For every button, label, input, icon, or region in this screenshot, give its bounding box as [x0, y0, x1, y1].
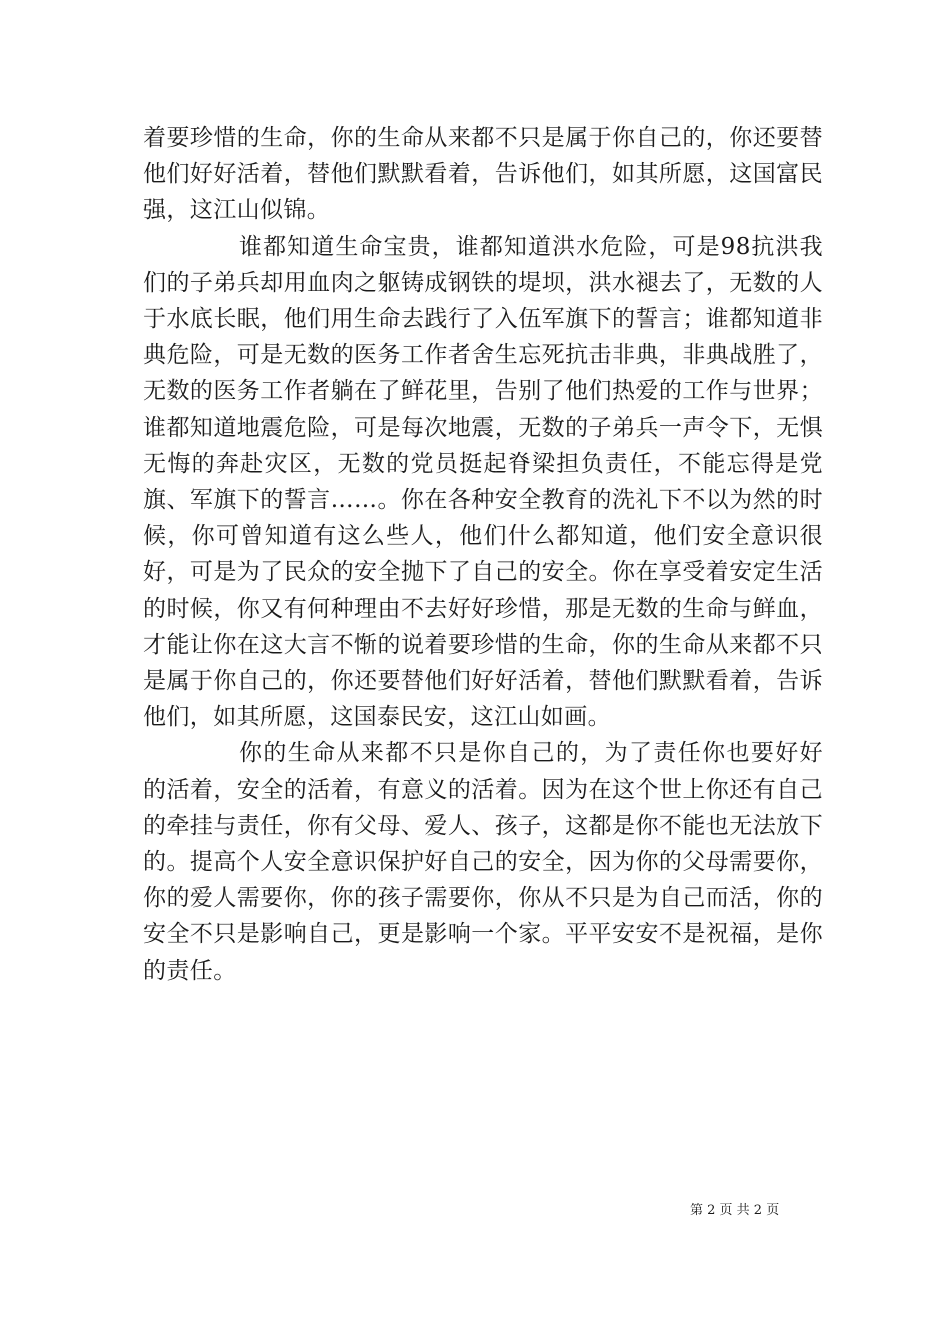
- paragraph: 你的生命从来都不只是你自己的，为了责任你也要好好的活着，安全的活着，有意义的活着。因为在这个世上你还有自己的牵挂与责任，你有父母、爱人、孩子，这都是你不能也无法放下的。提高个人安全意识保护好自己的安全，因为你的父母需要你，你的爱人需要你，你的孩子需要你，你从不只是为自己而活，你的安全不只是影响自己，更是影响一个家。平平安安不是祝福，是你的责任。: [143, 740, 823, 984]
- page-number-footer: 第 2 页 共 2 页: [690, 1203, 780, 1218]
- paragraph-continued: 着要珍惜的生命，你的生命从来都不只是属于你自己的，你还要替他们好好活着，替他们默默看着，告诉他们，如其所愿，这国富民强，这江山似锦。: [143, 125, 823, 224]
- document-body: [143, 120, 823, 989]
- paragraph: 谁都知道生命宝贵，谁都知道洪水危险，可是98抗洪我们的子弟兵却用血肉之躯铸成钢铁的堤坝，洪水褪去了，无数的人于水底长眠，他们用生命去践行了入伍军旗下的誓言；谁都知道非典危险，可是无数的医务工作者舍生忘死抗击非典，非典战胜了，无数的医务工作者躺在了鲜花里，告别了他们热爱的工作与世界；谁都知道地震危险，可是每次地震，无数的子弟兵一声令下，无惧无悔的奔赴灾区，无数的党员挺起脊梁担负责任，不能忘得是党旗、军旗下的誓言……。你在各种安全教育的洗礼下不以为然的时候，你可曾知道有这么些人，他们什么都知道，他们安全意识很好，可是为了民众的安全抛下了自己的安全。你在享受着安定生活的时候，你又有何种理由不去好好珍惜，那是无数的生命与鲜血，才能让你在这大言不惭的说着要珍惜的生命，你的生命从来都不只是属于你自己的，你还要替他们好好活着，替他们默默看着，告诉他们，如其所愿，这国泰民安，这江山如画。: [143, 233, 823, 731]
